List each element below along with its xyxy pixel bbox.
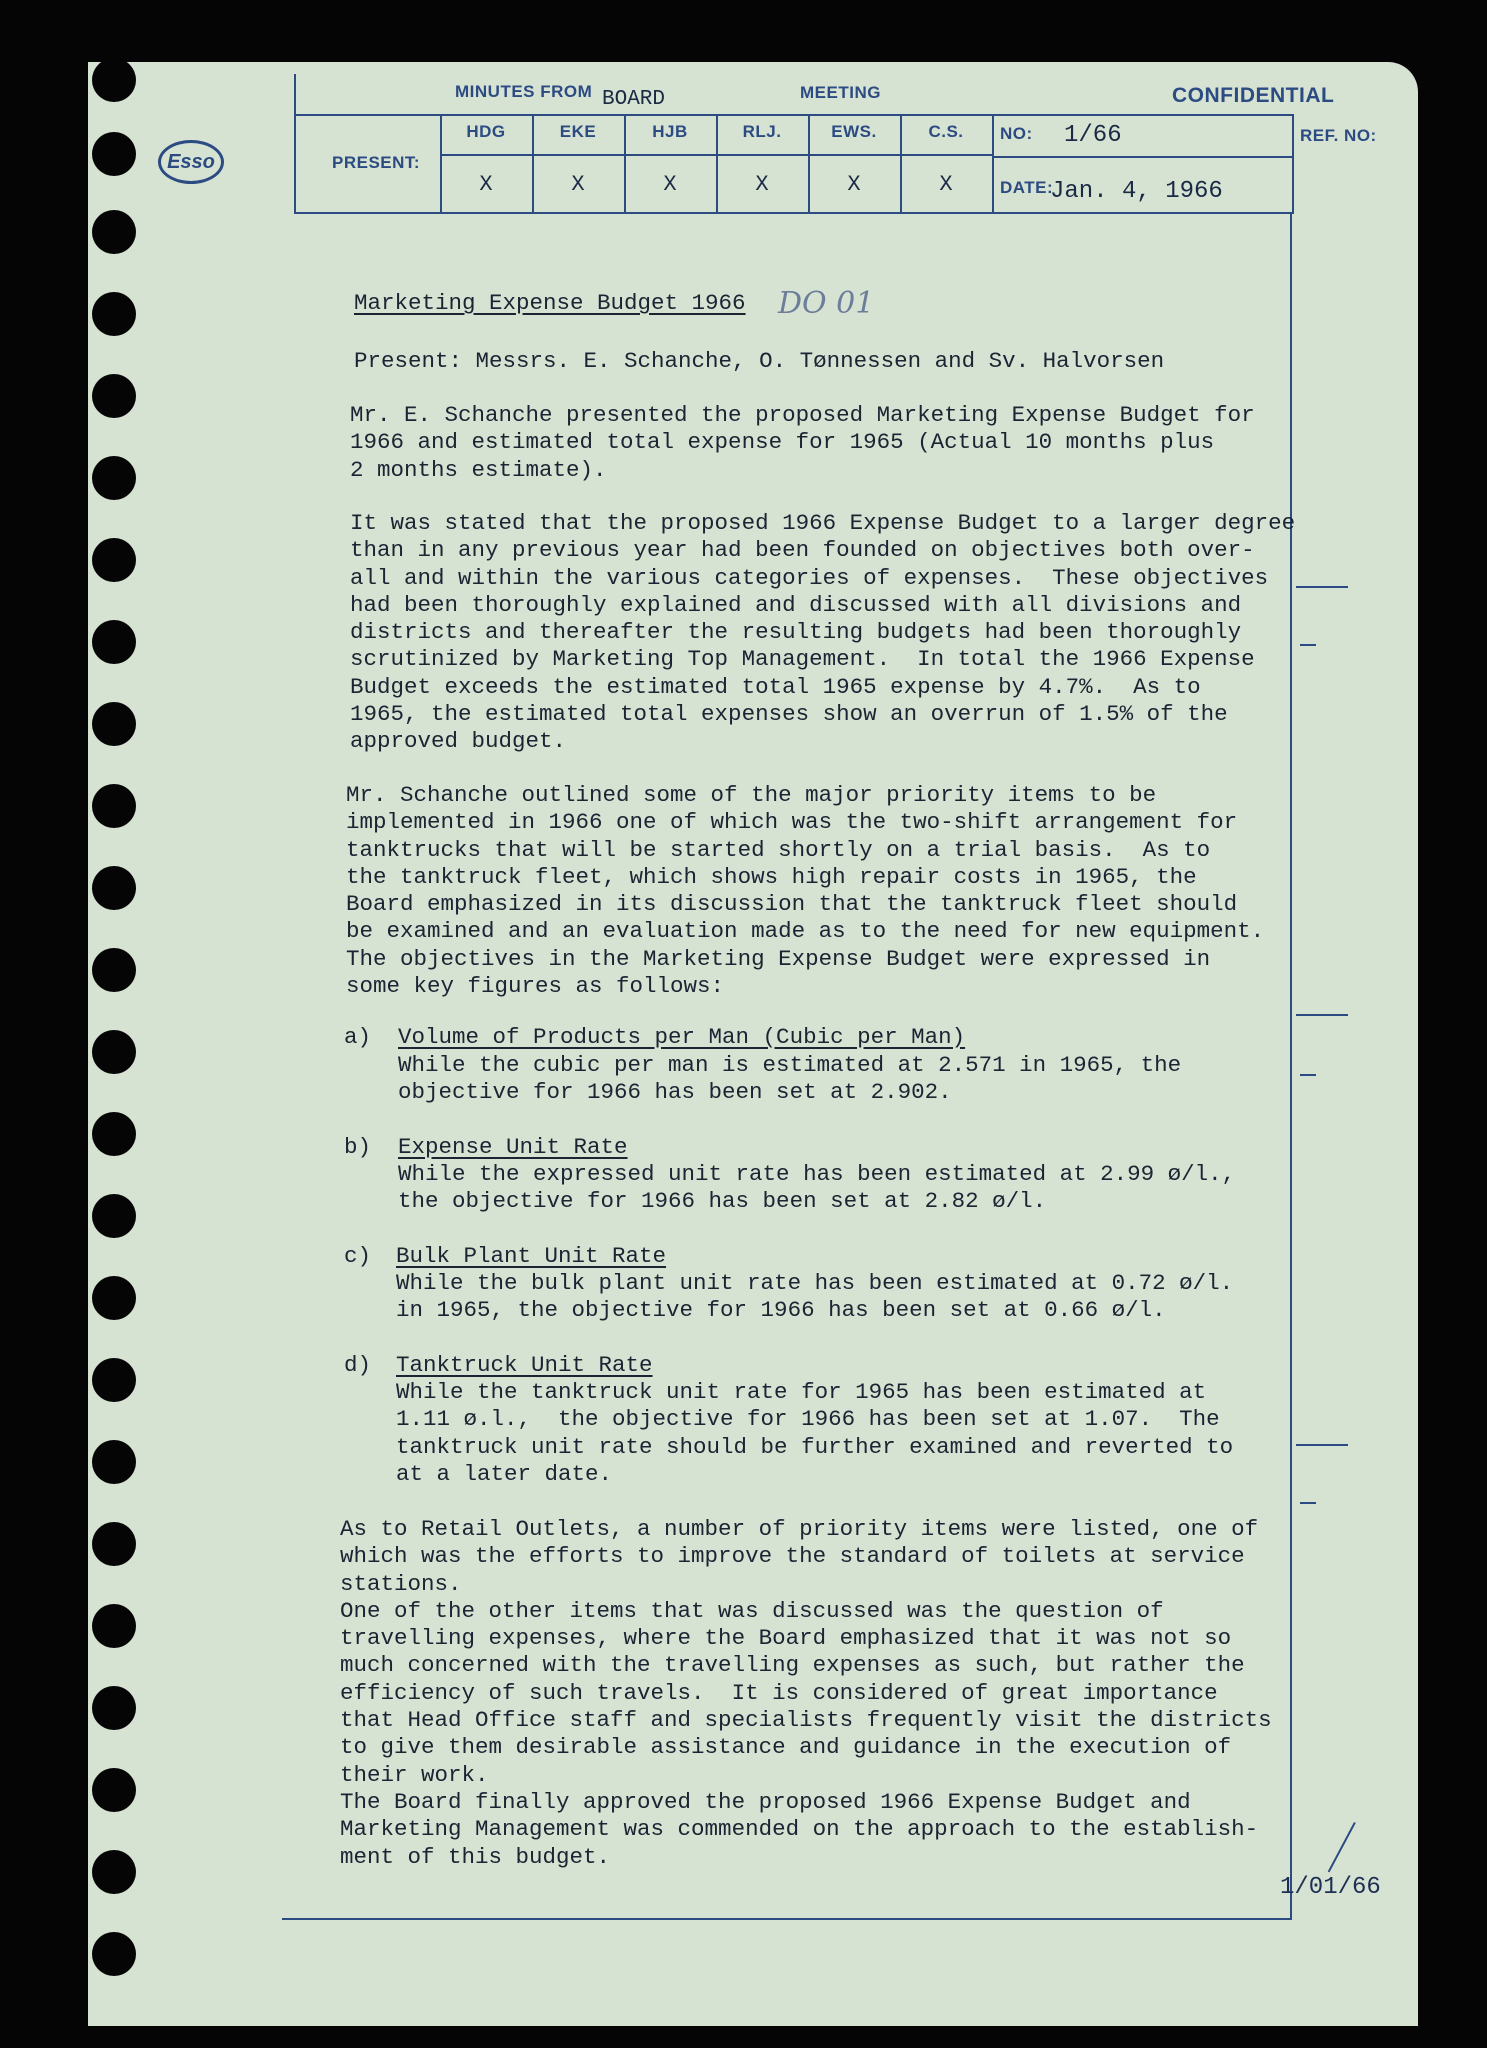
punch-hole — [92, 702, 136, 746]
meeting-label: MEETING — [800, 83, 881, 102]
punch-hole — [92, 58, 136, 102]
paragraph: As to Retail Outlets, a number of priority items were listed, one of which was the efforts to improve the standard of toilets at service stations. One of the other items that was discussed was the question of travelling expenses, where the Board emphasized that it was not so much concerned with the travelling expenses as such, but rather the efficiency of such travels. It is considered of great importance that Head Office staff and specialists frequently visit the districts to give them desirable assistance and guidance in the execution of their work. The Board finally approved the proposed 1966 Expense Budget and Marketing Management was commended on the approach to the establish- ment of this budget. — [340, 1516, 1272, 1870]
item-text: While the expressed unit rate has been estimated at 2.99 ø/l., the objective for 1966 has been set at 2.82 ø/l. — [398, 1161, 1236, 1215]
handwritten-reference: 1/01/66 — [1280, 1874, 1381, 1901]
margin-mark — [1296, 1014, 1348, 1016]
punch-hole — [92, 1030, 136, 1074]
number-value: 1/66 — [1064, 122, 1122, 149]
rule — [294, 114, 1294, 116]
item-heading: Expense Unit Rate — [398, 1134, 628, 1160]
date-value: Jan. 4, 1966 — [1050, 178, 1223, 205]
punch-hole — [92, 538, 136, 582]
present-label: PRESENT: — [332, 153, 421, 172]
attendee-mark: X — [847, 172, 861, 197]
margin-mark — [1296, 1444, 1348, 1446]
punch-hole — [92, 1604, 136, 1648]
minutes-from-value: BOARD — [602, 88, 666, 111]
punch-hole — [92, 1112, 136, 1156]
punch-hole — [92, 1686, 136, 1730]
rule — [440, 154, 992, 156]
rule — [992, 156, 1292, 158]
attendee-mark: X — [479, 172, 493, 197]
punch-hole — [92, 1522, 136, 1566]
punch-hole — [92, 456, 136, 500]
document-title: Marketing Expense Budget 1966 — [354, 290, 746, 316]
rule — [294, 212, 1294, 214]
attendee-initials: EKE — [559, 122, 597, 141]
paragraph: It was stated that the proposed 1966 Expense Budget to a larger degree than in any previous year had been founded on objectives both over- all and within the various categories of expenses. These objectives had been thoroughly explained and discussed with all divisions and districts and thereafter the resulting budgets had been thoroughly scrutinized by Marketing Top Management. In total the 1966 Expense Budget exceeds the estimated total 1965 expense by 4.7%. As to 1965, the estimated total expenses show an overrun of 1.5% of the approved budget. — [350, 510, 1296, 755]
attendee-initials: HDG — [466, 122, 506, 141]
item-text: While the bulk plant unit rate has been estimated at 0.72 ø/l. in 1965, the objective for 1966 has been set at 0.66 ø/l. — [396, 1270, 1234, 1324]
rule — [294, 74, 296, 214]
punch-hole — [92, 1194, 136, 1238]
item-heading: Tanktruck Unit Rate — [396, 1352, 653, 1378]
item-letter: d) — [344, 1352, 372, 1378]
margin-mark — [1300, 644, 1316, 646]
attendee-initials: C.S. — [928, 122, 964, 141]
rule — [1292, 114, 1294, 212]
punch-hole — [92, 292, 136, 336]
attendee-initials: EWS. — [831, 122, 877, 141]
punch-hole — [92, 620, 136, 664]
punch-hole — [92, 866, 136, 910]
number-label: NO: — [1000, 124, 1033, 143]
item-heading: Bulk Plant Unit Rate — [396, 1243, 667, 1269]
ref-number-label: REF. NO: — [1300, 126, 1377, 145]
confidential-label: CONFIDENTIAL — [1172, 84, 1335, 107]
attendee-mark: X — [571, 172, 585, 197]
rule — [282, 1918, 1292, 1920]
present-line: Present: Messrs. E. Schanche, O. Tønnessen and Sv. Halvorsen — [354, 348, 1165, 374]
punch-hole — [92, 1768, 136, 1812]
rule — [992, 114, 994, 212]
attendee-mark: X — [663, 172, 677, 197]
attendee-mark: X — [755, 172, 769, 197]
punch-hole — [92, 374, 136, 418]
paragraph: Mr. E. Schanche presented the proposed Marketing Expense Budget for 1966 and estimated total expense for 1965 (Actual 10 months plus 2 months estimate). — [350, 402, 1255, 483]
punch-hole — [92, 1850, 136, 1894]
margin-mark — [1296, 586, 1348, 588]
esso-logo: Esso — [158, 140, 224, 184]
punch-hole — [92, 948, 136, 992]
rule — [1290, 214, 1292, 1920]
paragraph: Mr. Schanche outlined some of the major priority items to be implemented in 1966 one of which was the two-shift arrangement for tanktrucks that will be started shortly on a trial basis. As to the tanktruck fleet, which shows high repair costs in 1965, the Board emphasized in its discussion that the tanktruck fleet should be examined and an evaluation made as to the need for new equipment. The objectives in the Marketing Expense Budget were expressed in some key figures as follows: — [346, 782, 1265, 1000]
punch-hole — [92, 784, 136, 828]
punch-hole — [92, 1358, 136, 1402]
punch-hole — [92, 132, 136, 176]
punch-hole — [92, 1276, 136, 1320]
item-letter: b) — [344, 1134, 372, 1160]
punch-hole — [92, 1932, 136, 1976]
date-label: DATE: — [1000, 178, 1054, 197]
item-letter: c) — [344, 1243, 372, 1269]
margin-mark — [1300, 1074, 1316, 1076]
item-letter: a) — [344, 1024, 372, 1050]
handwritten-code: DO 01 — [778, 286, 875, 321]
attendee-initials: RLJ. — [742, 122, 782, 141]
punch-hole — [92, 210, 136, 254]
attendee-mark: X — [939, 172, 953, 197]
item-heading: Volume of Products per Man (Cubic per Man) — [398, 1024, 966, 1050]
attendee-initials: HJB — [652, 122, 688, 141]
margin-mark — [1300, 1502, 1316, 1504]
minutes-from-label: MINUTES FROM — [455, 82, 593, 101]
item-text: While the tanktruck unit rate for 1965 has been estimated at 1.11 ø.l., the objective for 1966 has been set at 1.07. The tanktruck unit rate should be further examined and reverted to at a later date. — [396, 1379, 1234, 1487]
item-text: While the cubic per man is estimated at 2.571 in 1965, the objective for 1966 has been set at 2.902. — [398, 1052, 1182, 1106]
punch-hole — [92, 1440, 136, 1484]
